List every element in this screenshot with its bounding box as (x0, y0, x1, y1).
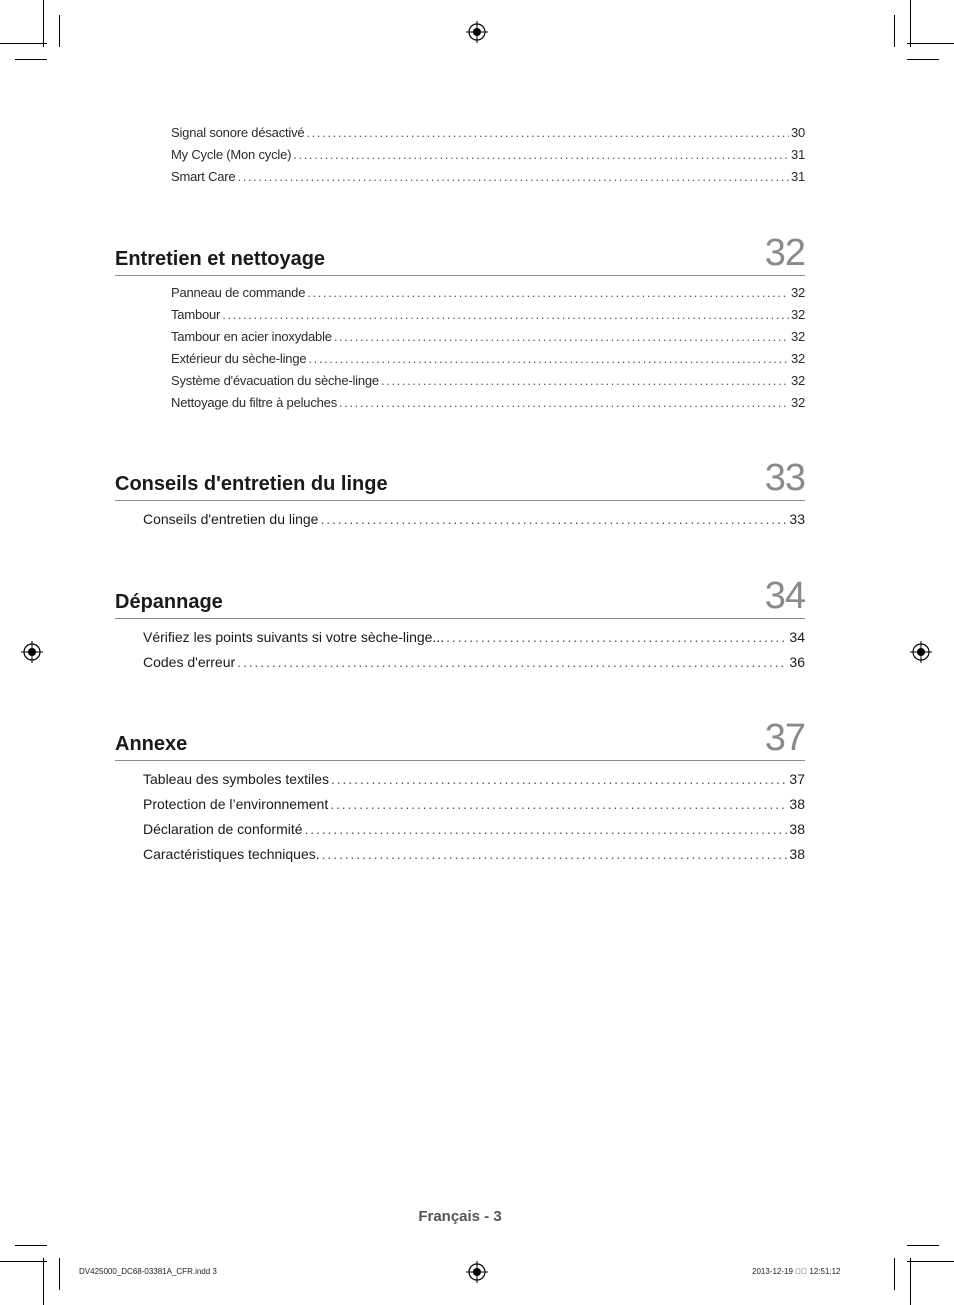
crop-mark (907, 43, 954, 44)
toc-entry-label: Panneau de commande (171, 285, 306, 300)
toc-entry-page: 34 (789, 629, 805, 645)
toc-entry-label: My Cycle (Mon cycle) (171, 147, 292, 162)
toc-continued-list (171, 122, 805, 188)
crop-mark (0, 43, 47, 44)
toc-section (115, 234, 805, 414)
toc-entry-label: Conseils d'entretien du linge (143, 511, 319, 527)
toc-entry[interactable] (171, 370, 805, 392)
section-header (115, 719, 805, 761)
toc-entry-page: 38 (789, 846, 805, 862)
toc-entry-page: 36 (789, 654, 805, 670)
toc-entry-label: Vérifiez les points suivants si votre sèche-linge... (143, 629, 445, 645)
toc-entry-label: Protection de l’environnement (143, 796, 329, 812)
toc-entry[interactable] (143, 650, 805, 675)
registration-mark-icon (466, 1261, 488, 1283)
section-number: 37 (764, 717, 805, 759)
toc-entry-page: 38 (789, 821, 805, 837)
toc-section (115, 577, 805, 675)
toc-entry[interactable] (171, 348, 805, 370)
toc-entry-page: 38 (789, 796, 805, 812)
toc-entry[interactable] (171, 282, 805, 304)
crop-mark (907, 59, 939, 60)
toc-entry[interactable] (143, 767, 805, 792)
toc-entry[interactable] (171, 122, 805, 144)
crop-mark (43, 0, 44, 47)
crop-mark (15, 1245, 47, 1246)
toc-entry-page: 32 (790, 351, 805, 366)
toc-entry-page: 32 (790, 329, 805, 344)
page-number: Français - 3 (418, 1208, 502, 1225)
crop-mark (59, 15, 60, 47)
toc-entry-label: Tambour en acier inoxydable (171, 329, 332, 344)
toc-entry[interactable] (171, 166, 805, 188)
crop-mark (907, 1261, 954, 1262)
crop-mark (894, 1258, 895, 1290)
toc-entry-page: 31 (790, 169, 805, 184)
crop-mark (15, 59, 47, 60)
toc-entry-page: 33 (789, 511, 805, 527)
registration-mark-icon (21, 641, 43, 663)
toc-entry-page: 32 (790, 307, 805, 322)
toc-entry[interactable] (143, 507, 805, 532)
toc-entry-label: Codes d'erreur (143, 654, 236, 670)
toc-entry-page: 32 (790, 395, 805, 410)
toc-entry[interactable] (171, 326, 805, 348)
toc-section (115, 719, 805, 867)
toc-entry-page: 37 (789, 771, 805, 787)
registration-mark-icon (910, 641, 932, 663)
toc-entry[interactable] (143, 792, 805, 817)
section-entries (143, 619, 805, 675)
section-number: 33 (764, 457, 805, 499)
toc-entry-label: Tambour (171, 307, 221, 322)
toc-entry[interactable] (143, 817, 805, 842)
toc-entry-label: Extérieur du sèche-linge (171, 351, 307, 366)
section-header (115, 577, 805, 619)
print-slug-date: 2013-12-19 ￿￿ 12:51:12 (752, 1267, 841, 1276)
section-title[interactable]: Dépannage (115, 591, 223, 613)
section-entries (143, 501, 805, 532)
crop-mark (910, 0, 911, 47)
section-title[interactable]: Annexe (115, 733, 188, 755)
toc-entry-page: 32 (790, 373, 805, 388)
toc-entry[interactable] (171, 392, 805, 414)
toc-entry-label: Caractéristiques techniques. (143, 846, 320, 862)
toc-entry-page: 32 (790, 285, 805, 300)
section-header (115, 234, 805, 276)
toc-entry[interactable] (171, 304, 805, 326)
registration-mark-icon (466, 21, 488, 43)
toc-entry-page: 31 (790, 147, 805, 162)
print-slug-file: DV425000_DC68-03381A_CFR.indd 3 (79, 1267, 217, 1276)
section-header (115, 459, 805, 501)
toc-section (115, 459, 805, 532)
toc-entry-label: Déclaration de conformité (143, 821, 303, 837)
section-title[interactable]: Entretien et nettoyage (115, 248, 326, 270)
toc-entry-label: Nettoyage du filtre à peluches (171, 395, 337, 410)
section-number: 32 (764, 232, 805, 274)
section-entries (143, 761, 805, 867)
toc-entry-page: 30 (790, 125, 805, 140)
toc-entry-label: Système d'évacuation du sèche-linge (171, 373, 379, 388)
crop-mark (59, 1258, 60, 1290)
toc-entry-label: Smart Care (171, 169, 236, 184)
toc-entry-label: Tableau des symboles textiles (143, 771, 329, 787)
crop-mark (907, 1245, 939, 1246)
section-title[interactable]: Conseils d'entretien du linge (115, 473, 388, 495)
section-entries (171, 276, 805, 414)
toc-entry[interactable] (171, 144, 805, 166)
crop-mark (43, 1258, 44, 1305)
toc-entry[interactable] (143, 625, 805, 650)
crop-mark (910, 1258, 911, 1305)
section-number: 34 (764, 575, 805, 617)
crop-mark (894, 15, 895, 47)
crop-mark (0, 1261, 47, 1262)
toc-entry[interactable] (143, 842, 805, 867)
toc-entry-label: Signal sonore désactivé (171, 125, 305, 140)
